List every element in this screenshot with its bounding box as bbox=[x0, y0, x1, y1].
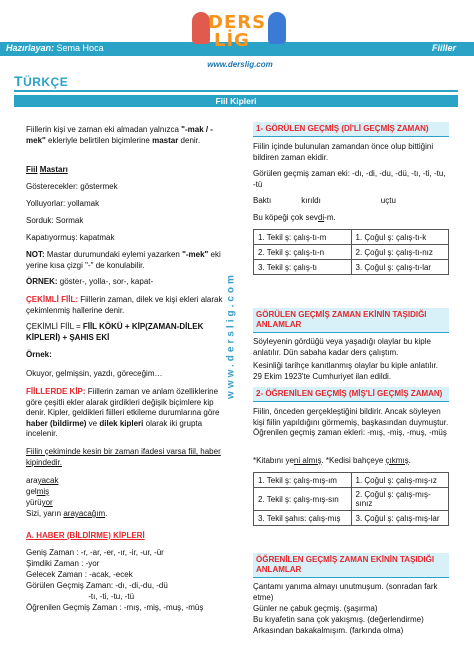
tense-line-6: Öğrenilen Geçmiş Zaman : -mış, -miş, -muş, -müş bbox=[26, 603, 204, 612]
table-cell: 2. Çoğul ş: çalış-tı-nız bbox=[351, 245, 449, 260]
derslig-logo bbox=[200, 6, 278, 66]
ornek2-label: Örnek: bbox=[26, 350, 52, 359]
table-row bbox=[254, 260, 449, 275]
mastar-example-3: Sorduk: Sormak bbox=[26, 216, 84, 225]
table-cell: 1. Çoğul ş: çalış-mış-ız bbox=[351, 473, 449, 488]
ogrenilen-examples: *Kitabını yeni almış. *Kedisi bahçeye çıkmış. bbox=[253, 456, 411, 465]
heading-gorulen-gecmis: 1- GÖRÜLEN GEÇMİŞ (Dİ'Lİ GEÇMİŞ ZAMAN) bbox=[253, 122, 449, 137]
tense-line-5: -tı, -ti, -tu, -tü bbox=[26, 592, 135, 601]
subject-title: TÜRKÇE bbox=[14, 73, 69, 89]
mastar-example-2: Yolluyorlar: yollamak bbox=[26, 199, 100, 208]
cekimli-fiil-paragraph: ÇEKİMLİ FİİL: Fiillerin zaman, dilek ve kişi ekleri alarak çekimlenmiş hallerine denir. bbox=[26, 295, 223, 315]
table-cell: 1. Çoğul ş: çalış-tı-k bbox=[351, 230, 449, 245]
table-cell: 3. Çoğul ş: çalış-mış-lar bbox=[351, 511, 449, 526]
gorulen-ekler: Görülen geçmiş zaman eki: -dı, -di, -du, -dü, -tı, -ti, -tu, -tü bbox=[253, 169, 446, 189]
ogrenilen-def: Fiilin, önceden gerçekleştiğini bildirir. Ancak söyleyen kişi fiilin yapıldığını görmemiş, başkasından duymuştur. Öğrenilen geçmiş zaman ekleri: -mış, -miş, -muş, -müş bbox=[253, 407, 449, 437]
logo-url: www.derslig.com bbox=[207, 60, 273, 69]
logo-text-top: DERS bbox=[208, 12, 267, 33]
cekimli-formula: ÇEKİMLİ FİİL = FİİL KÖKÜ + KİP(ZAMAN-DİLEK KİPLERİ) + ŞAHIS EKİ bbox=[26, 322, 204, 342]
tense-line-1: Geniş Zaman : -r, -ar, -er, -ır, -ir, -ur, -ür bbox=[26, 548, 164, 557]
gorulen-example-sentence: Bu köpeği çok sevdi-m. bbox=[253, 213, 336, 222]
ogrenilen-conjugation-table bbox=[253, 472, 449, 526]
logo-text-bottom: LİG bbox=[214, 30, 250, 51]
table-cell: 3. Çoğul ş: çalış-tı-lar bbox=[351, 260, 449, 275]
intro-paragraph: Fiillerin kişi ve zaman eki almadan yalnızca "-mak / -mek" ekleriyle belirtilen biçimlerine mastar denir. bbox=[26, 125, 213, 145]
table-cell: 3. Tekil şahıs: çalış-mış bbox=[254, 511, 352, 526]
ornek-line: ÖRNEK: göster-, yolla-, sor-, kapat- bbox=[26, 277, 154, 286]
ogrenilen-anlam-2: Günler ne çabuk geçmiş. (şaşırma) bbox=[253, 604, 378, 613]
logo-kid-right bbox=[268, 12, 286, 44]
table-row bbox=[254, 511, 449, 526]
subject-underline bbox=[14, 90, 458, 92]
table-cell: 1. Tekil ş: çalış-mış-ım bbox=[254, 473, 352, 488]
ogrenilen-anlam-3: Bu kıyafetin sana çok yakışmış. (değerlendirme) bbox=[253, 615, 424, 624]
gorulen-anlam-2: Kesinliği tarihçe kanıtlanmış olaylar bu kiple anlatılır. 29 Ekim 1923'te Cumhuriyet ilan edildi. bbox=[253, 361, 438, 381]
table-cell: 2. Tekil ş: çalış-tı-n bbox=[254, 245, 352, 260]
gorulen-examples: Baktı kırıldı uçtu bbox=[253, 196, 396, 205]
mastar-example-1: Gösterecekler: göstermek bbox=[26, 182, 118, 191]
ogrenilen-anlam-4: Arkasından bakakalmışım. (farkında olma) bbox=[253, 626, 404, 635]
table-cell: 2. Çoğul ş: çalış-mış-sınız bbox=[351, 488, 449, 511]
word-2: gelmiş bbox=[26, 487, 50, 496]
zaman-note: Fiilin çekiminde kesin bir zaman ifadesi varsa fiil, haber kipindedir. bbox=[26, 447, 221, 467]
table-row bbox=[254, 230, 449, 245]
table-cell: 1. Tekil ş: çalış-tı-m bbox=[254, 230, 352, 245]
gorulen-anlam-1: Söyleyenin gördüğü veya yaşadığı olaylar bu kiple anlatılır. Dün sabaha kadar ders çalıştım. bbox=[253, 337, 431, 357]
side-watermark: www.derslig.com bbox=[225, 272, 237, 399]
table-cell: 2. Tekil ş: çalış-mış-sın bbox=[254, 488, 352, 511]
mastar-heading: Fiil Mastarı bbox=[26, 165, 68, 174]
table-row bbox=[254, 488, 449, 511]
tense-line-3: Gelecek Zaman : -acak, -ecek bbox=[26, 570, 133, 579]
word-3: yürüyor bbox=[26, 498, 53, 507]
word-1: arayacak bbox=[26, 476, 59, 485]
section-a-heading: A. HABER (BİLDİRME) KİPLERİ bbox=[26, 531, 145, 540]
gorulen-conjugation-table bbox=[253, 229, 449, 275]
mastar-example-4: Kapatıyormuş: kapatmak bbox=[26, 233, 115, 242]
topic-label: Fiiller bbox=[431, 43, 456, 53]
heading-ogrenilen-gecmis: 2- ÖĞRENİLEN GEÇMİŞ (MİŞ'Lİ GEÇMİŞ ZAMAN) bbox=[253, 387, 449, 402]
page-title: Fiil Kipleri bbox=[14, 95, 458, 107]
table-cell: 3. Tekil ş: çalış-tı bbox=[254, 260, 352, 275]
word-4: Sizi, yarın arayacağım. bbox=[26, 509, 108, 518]
note-paragraph: NOT: Mastar durumundaki eylemi yazarken "-mek" eki yerine kısa çizgi "-" de konulabilir. bbox=[26, 250, 221, 270]
heading-gorulen-anlamlar: GÖRÜLEN GEÇMİŞ ZAMAN EKİNİN TAŞIDIĞI ANLAMLAR bbox=[253, 308, 449, 333]
tense-line-4: Görülen Geçmiş Zaman: -dı, -di,-du, -dü bbox=[26, 581, 168, 590]
gorulen-def: Fiilin içinde bulunulan zamandan önce olup bittiğini bildiren zaman ekidir. bbox=[253, 142, 434, 162]
prepared-by: Hazırlayan: Sema Hoca bbox=[6, 43, 104, 53]
tense-line-2: Şimdiki Zaman : -yor bbox=[26, 559, 100, 568]
table-row bbox=[254, 473, 449, 488]
ogrenilen-anlam-1: Çantamı yanıma almayı unutmuşum. (sonradan fark etme) bbox=[253, 582, 438, 602]
ornek2-text: Okuyor, gelmişsin, yazdı, göreceğim… bbox=[26, 369, 163, 378]
table-row bbox=[254, 245, 449, 260]
heading-ogrenilen-anlamlar: ÖĞRENİLEN GEÇMİŞ ZAMAN EKİNİN TAŞIDIĞI ANLAMLAR bbox=[253, 553, 449, 578]
kip-paragraph: FİİLLERDE KİP: Fiillerin zaman ve anlam özelliklerine göre çeşitli ekler alarak girdikleri değişik biçimlere kip denir. Kipler, geldikleri fiilleri etkileme durumlarına göre haber (bildirme) ve dilek kipleri olarak iki grupta incelenir. bbox=[26, 387, 220, 438]
